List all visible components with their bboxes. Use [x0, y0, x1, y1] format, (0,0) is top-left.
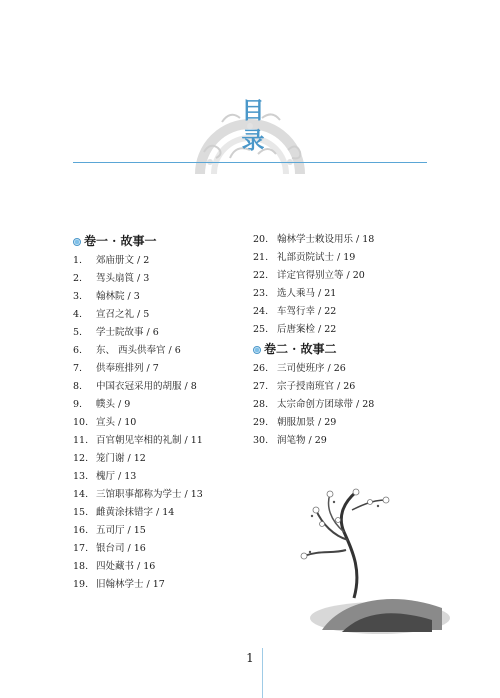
- section-label: 卷一 · 故事一: [84, 234, 157, 248]
- toc-item[interactable]: [73, 558, 243, 576]
- toc-item[interactable]: [253, 321, 433, 339]
- toc-item-number: 6.: [73, 345, 83, 356]
- section-heading[interactable]: [73, 231, 243, 252]
- toc-item-title: 宗子授南班官 / 26: [277, 381, 356, 392]
- page-title: [238, 96, 268, 156]
- toc-item[interactable]: [253, 303, 433, 321]
- toc-item-title: 后唐案检 / 22: [277, 324, 337, 335]
- toc-item[interactable]: [73, 576, 243, 594]
- section-bullet-icon: [73, 238, 81, 246]
- toc-item-number: 17.: [73, 543, 89, 554]
- toc-item-title: 槐厅 / 13: [96, 471, 137, 482]
- toc-item[interactable]: [73, 378, 243, 396]
- title-char: 录: [241, 127, 265, 154]
- toc-item-title: 百官朝见宰相的礼制 / 11: [96, 435, 203, 446]
- toc-item[interactable]: [73, 540, 243, 558]
- toc-item-title: 三司使班序 / 26: [277, 363, 346, 374]
- section-bullet-icon: [253, 346, 261, 354]
- toc-item-number: 30.: [253, 435, 269, 446]
- toc-item-number: 5.: [73, 327, 83, 338]
- toc-item-title: 四处藏书 / 16: [96, 561, 156, 572]
- toc-column-right: [253, 231, 433, 450]
- toc-item[interactable]: [73, 288, 243, 306]
- toc-item[interactable]: [253, 432, 433, 450]
- toc-item-number: 27.: [253, 381, 269, 392]
- toc-item[interactable]: [73, 396, 243, 414]
- toc-item-title: 详定官得别立等 / 20: [277, 270, 365, 281]
- toc-item-number: 20.: [253, 234, 269, 245]
- toc-item-number: 10.: [73, 417, 89, 428]
- toc-item-title: 翰林院 / 3: [96, 291, 140, 302]
- toc-item[interactable]: [253, 396, 433, 414]
- toc-item-number: 1.: [73, 255, 83, 266]
- toc-item[interactable]: [73, 486, 243, 504]
- toc-item[interactable]: [253, 285, 433, 303]
- toc-column-left: [73, 231, 243, 594]
- toc-item-title: 学士院故事 / 6: [96, 327, 159, 338]
- section-heading[interactable]: [253, 339, 433, 360]
- toc-item-title: 幞头 / 9: [96, 399, 131, 410]
- toc-item[interactable]: [73, 522, 243, 540]
- toc-item-title: 润笔物 / 29: [277, 435, 327, 446]
- toc-item-number: 24.: [253, 306, 269, 317]
- toc-item-number: 19.: [73, 579, 89, 590]
- toc-item[interactable]: [73, 306, 243, 324]
- toc-item[interactable]: [253, 231, 433, 249]
- toc-item[interactable]: [73, 504, 243, 522]
- toc-item-title: 郊庙册文 / 2: [96, 255, 150, 266]
- toc-item-number: 23.: [253, 288, 269, 299]
- toc-item-number: 2.: [73, 273, 83, 284]
- toc-item-number: 12.: [73, 453, 89, 464]
- toc-item-title: 太宗命创方团球带 / 28: [277, 399, 375, 410]
- toc-item-number: 21.: [253, 252, 269, 263]
- toc-list: [253, 231, 433, 339]
- section-label: 卷二 · 故事二: [264, 342, 337, 356]
- toc-item-number: 9.: [73, 399, 83, 410]
- toc-item-title: 旧翰林学士 / 17: [96, 579, 165, 590]
- toc-item[interactable]: [253, 360, 433, 378]
- toc-item-title: 宣头 / 10: [96, 417, 137, 428]
- toc-list: [73, 252, 243, 594]
- toc-item-number: 22.: [253, 270, 269, 281]
- toc-item-number: 13.: [73, 471, 89, 482]
- toc-item[interactable]: [73, 342, 243, 360]
- toc-item[interactable]: [73, 360, 243, 378]
- toc-item[interactable]: [253, 267, 433, 285]
- toc-item-number: 18.: [73, 561, 89, 572]
- toc-item-number: 8.: [73, 381, 83, 392]
- toc-item-number: 29.: [253, 417, 269, 428]
- toc-item-number: 14.: [73, 489, 89, 500]
- toc-item-title: 中国衣冠采用的胡服 / 8: [96, 381, 197, 392]
- toc-item[interactable]: [73, 324, 243, 342]
- toc-list: [253, 360, 433, 450]
- toc-item-number: 26.: [253, 363, 269, 374]
- toc-item-number: 7.: [73, 363, 83, 374]
- toc-item-title: 选人乘马 / 21: [277, 288, 337, 299]
- title-divider: [73, 162, 427, 163]
- toc-item-title: 供奉班排列 / 7: [96, 363, 159, 374]
- toc-item[interactable]: [73, 468, 243, 486]
- toc-item-title: 翰林学士敕设用乐 / 18: [277, 234, 375, 245]
- toc-item-title: 五司厅 / 15: [96, 525, 146, 536]
- toc-item[interactable]: [73, 414, 243, 432]
- footer-rule: [262, 648, 263, 698]
- toc-item-title: 笼门谢 / 12: [96, 453, 146, 464]
- toc-item-title: 礼部贡院试士 / 19: [277, 252, 356, 263]
- toc-item-number: 4.: [73, 309, 83, 320]
- toc-item[interactable]: [73, 432, 243, 450]
- toc-item[interactable]: [73, 270, 243, 288]
- title-char: 目: [241, 97, 265, 124]
- toc-item-title: 东、 西头供奉官 / 6: [96, 345, 181, 356]
- toc-item-number: 3.: [73, 291, 83, 302]
- toc-item[interactable]: [73, 252, 243, 270]
- toc-item-title: 驾头扇筤 / 3: [96, 273, 150, 284]
- toc-item-number: 16.: [73, 525, 89, 536]
- toc-item-title: 雌黄涂抹错字 / 14: [96, 507, 175, 518]
- toc-item-number: 28.: [253, 399, 269, 410]
- toc-item-title: 朝服加景 / 29: [277, 417, 337, 428]
- toc-item[interactable]: [253, 378, 433, 396]
- toc-item[interactable]: [253, 249, 433, 267]
- toc-item-title: 三馆职事都称为学士 / 13: [96, 489, 203, 500]
- toc-item-number: 25.: [253, 324, 269, 335]
- toc-item[interactable]: [253, 414, 433, 432]
- page-number: 1: [246, 651, 254, 665]
- plum-blossom-painting-icon: [282, 480, 452, 640]
- toc-item[interactable]: [73, 450, 243, 468]
- toc-item-title: 车驾行幸 / 22: [277, 306, 337, 317]
- toc-item-number: 15.: [73, 507, 89, 518]
- toc-item-title: 银台司 / 16: [96, 543, 146, 554]
- toc-item-number: 11.: [73, 435, 89, 446]
- toc-item-title: 宣召之礼 / 5: [96, 309, 150, 320]
